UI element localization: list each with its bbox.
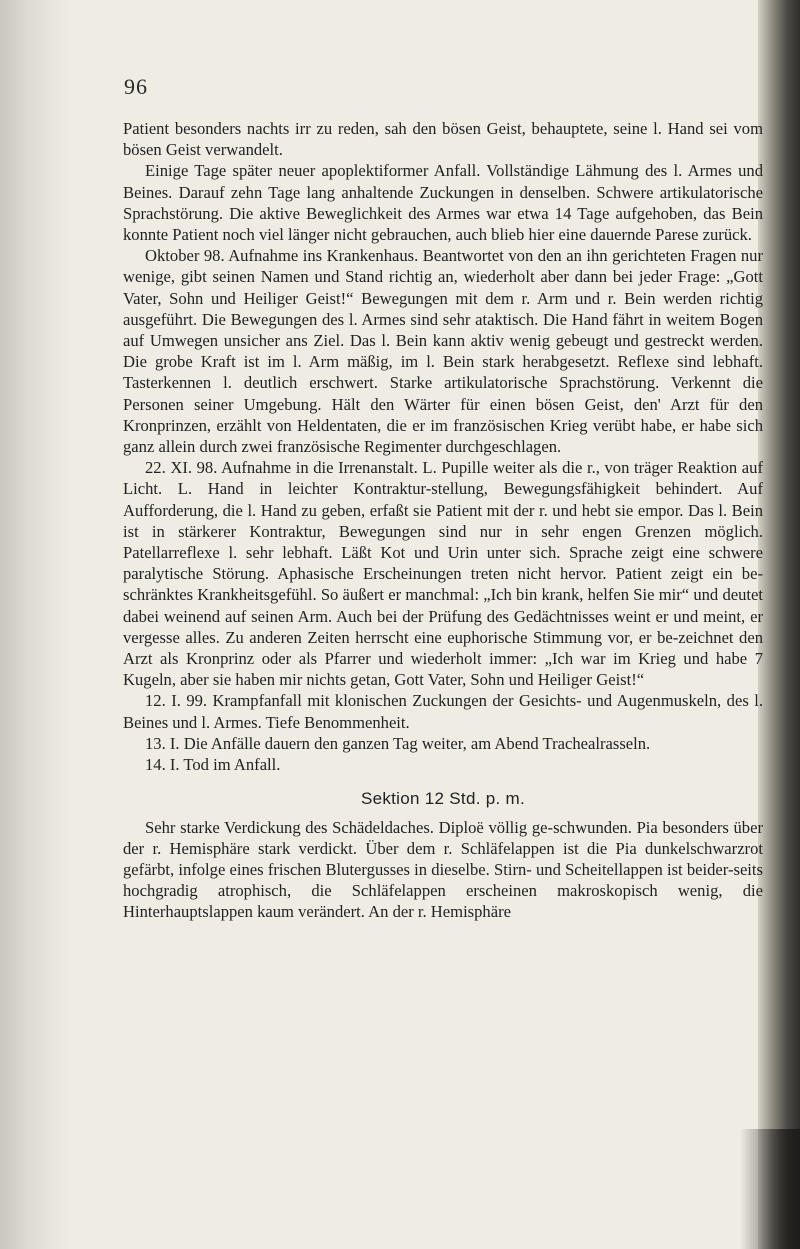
section-paragraph: Sehr starke Verdickung des Schädeldaches. Diploë völlig ge-schwunden. Pia besonders über der r. Hemisphäre stark verdickt. Über dem r. Schläfelappen ist die Pia dunkelschwarzrot gefärbt, infolge eines frischen Blutergusses in dieselbe. Stirn- und Scheitellappen ist beider-seits hochgradig atrophisch, die Schläfelappen erscheinen makroskopisch wenig, die Hinterhauptslappen kaum verändert. An der r. Hemisphäre [123, 817, 763, 922]
paragraph: Einige Tage später neuer apoplektiformer Anfall. Vollständige Lähmung des l. Armes und Beines. Darauf zehn Tage lang anhaltende Zuckungen in denselben. Schwere artikulatorische Sprachstörung. Die aktive Beweglichkeit des Armes war etwa 14 Tage aufgehoben, das Bein konnte Patient noch viel länger nicht gebrauchen, auch blieb hier eine dauernde Parese zurück. [123, 161, 763, 245]
book-spine-corner-shadow [740, 1129, 800, 1249]
page-number: 96 [124, 74, 148, 99]
paragraph: 22. XI. 98. Aufnahme in die Irrenanstalt. L. Pupille weiter als die r., von träger Reaktion auf Licht. L. Hand in leichter Kontraktur-stellung, Bewegungsfähigkeit behindert. Auf Aufforderung, die l. Hand zu geben, erfaßt sie Patient mit der r. und hebt sie empor. Das l. Bein ist in stärkerer Kontraktur, Bewegungen sind nur in sehr engen Grenzen möglich. Patellarreflexe l. sehr lebhaft. Läßt Kot und Urin unter sich. Sprache zeigt eine schwere paralytische Störung. Aphasische Erscheinungen treten nicht hervor. Patient zeigt ein be-schränktes Krankheitsgefühl. So äußert er manchmal: „Ich bin krank, helfen Sie mir“ und deutet dabei weinend auf seinen Arm. Auch bei der Prüfung des Gedächtnisses weint er und meint, er vergesse alles. Zu anderen Zeiten herrscht eine euphorische Stimmung vor, er be-zeichnet den Arzt als Kronprinz oder als Pfarrer und wiederholt immer: „Ich war im Krieg und habe 7 Kugeln, aber sie haben mir nichts getan, Gott Vater, Sohn und Heiliger Geist!“ [123, 458, 763, 690]
paragraph: 13. I. Die Anfälle dauern den ganzen Tag weiter, am Abend Trachealrasseln. [145, 733, 651, 753]
section-heading: Sektion 12 Std. p. m. [360, 789, 526, 809]
body-text [123, 118, 763, 923]
page-left-shading [0, 0, 70, 1249]
paragraph: Patient besonders nachts irr zu reden, sah den bösen Geist, behauptete, seine l. Hand sei vom bösen Geist verwandelt. [123, 119, 763, 160]
paragraph: 14. I. Tod im Anfall. [145, 755, 281, 775]
paragraph: Oktober 98. Aufnahme ins Krankenhaus. Beantwortet von den an ihn gerichteten Fragen nur wenige, gibt seinen Namen und Stand richtig an, wiederholt aber dann bei jeder Frage: „Gott Vater, Sohn und Heiliger Geist!“ Bewegungen mit dem r. Arm und r. Bein werden richtig ausgeführt. Die Bewegungen des l. Armes sind sehr ataktisch. Die Hand fährt in weitem Bogen auf Umwegen unsicher ans Ziel. Das l. Bein kann aktiv wenig gebeugt und gestreckt werden. Die grobe Kraft ist im l. Arm mäßig, im l. Bein stark herabgesetzt. Reflexe sind lebhaft. Tasterkennen l. deutlich erschwert. Starke artikulatorische Sprachstörung. Verkennt die Personen seiner Umgebung. Hält den Wärter für einen bösen Geist, den' Arzt für den Kronprinzen, erzählt von Heldentaten, die er im französischen Krieg verübt habe, er habe sich ganz allein durch zwei französische Regimenter durchgeschlagen. [123, 246, 763, 457]
book-spine-shadow [758, 0, 800, 1249]
paragraph: 12. I. 99. Krampfanfall mit klonischen Zuckungen der Gesichts- und Augenmuskeln, des l. Beines und l. Armes. Tiefe Benommenheit. [123, 691, 763, 732]
